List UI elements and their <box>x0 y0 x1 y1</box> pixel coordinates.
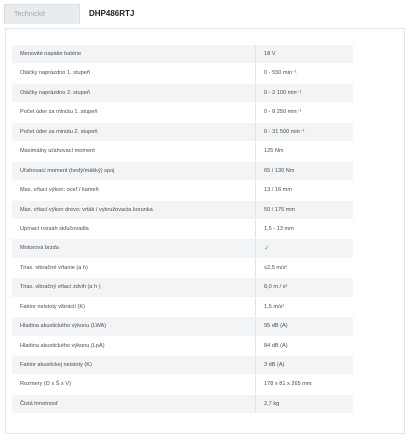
column-divider <box>255 162 256 180</box>
spec-label: Počet úder za minútu 2. stupeň <box>20 128 98 135</box>
spec-row <box>12 395 353 414</box>
spec-row <box>12 298 353 317</box>
spec-label: Faktor neistoty vibrácií (K) <box>20 303 85 310</box>
column-divider <box>255 181 256 199</box>
spec-label: Maximálny uťahovací moment <box>20 148 95 155</box>
spec-label: Rozmery (D x Š x V) <box>20 381 71 388</box>
spec-value: 1,5 - 13 mm <box>264 225 294 232</box>
tab-dhp486rtj[interactable]: DHP486RTJ <box>89 9 135 18</box>
spec-value: ≤2,5 m/s² <box>264 264 288 271</box>
column-divider <box>255 337 256 355</box>
spec-value: 0 - 31 500 min⁻¹ <box>264 128 305 135</box>
column-divider <box>255 317 256 335</box>
spec-row <box>12 64 353 83</box>
spec-label: Faktor akustickej neistoty (K) <box>20 362 92 368</box>
spec-row <box>12 220 353 239</box>
spec-value: 18 V <box>264 51 276 57</box>
spec-row <box>12 278 353 297</box>
spec-row <box>12 356 353 375</box>
column-divider <box>255 123 256 141</box>
spec-label: Motorová brzda <box>20 245 59 252</box>
spec-row <box>12 123 353 142</box>
column-divider <box>255 259 256 277</box>
column-divider <box>255 278 256 296</box>
spec-value: 1,5 m/s² <box>264 303 285 310</box>
column-divider <box>255 395 256 413</box>
spec-row <box>12 201 353 220</box>
spec-label: Triax. vibračný vŕtací zdvih (a h ) <box>20 284 101 291</box>
spec-row <box>12 103 353 122</box>
spec-row <box>12 375 353 394</box>
spec-value: 50 / 176 mm <box>264 206 296 213</box>
spec-label: Max. vŕtací výkon: oceľ / kameň <box>20 187 99 194</box>
spec-value: 84 dB (A) <box>264 342 288 349</box>
spec-label: Počet úder za minútu 1. stupeň <box>20 109 98 116</box>
spec-label: Upínací rozsah skľučovadla <box>20 225 89 232</box>
spec-value: 178 x 81 x 265 mm <box>264 381 312 388</box>
column-divider <box>255 64 256 82</box>
spec-row <box>12 162 353 181</box>
column-divider <box>255 220 256 238</box>
column-divider <box>255 239 256 257</box>
spec-row <box>12 317 353 336</box>
spec-label: Otáčky naprázdno 2. stupeň <box>20 89 90 96</box>
spec-label: Hladina akustického výkonu (LWA) <box>20 323 107 330</box>
spec-value: 13 / 16 mm <box>264 187 292 194</box>
spec-value: 0 - 8 250 min⁻¹ <box>264 109 302 116</box>
spec-row <box>12 337 353 356</box>
spec-value: 65 / 130 Nm <box>264 167 295 174</box>
spec-row <box>12 84 353 103</box>
spec-value: 3 dB (A) <box>264 362 285 368</box>
spec-label: Menovité napätie batérie <box>20 51 82 57</box>
spec-row <box>12 239 353 258</box>
spec-label: Čistá hmotnosť <box>20 400 58 407</box>
column-divider <box>255 84 256 102</box>
column-divider <box>255 45 256 63</box>
column-divider <box>255 356 256 374</box>
spec-row <box>12 181 353 200</box>
column-divider <box>255 375 256 393</box>
spec-table <box>12 45 353 414</box>
spec-label: Otáčky naprázdno 1. stupeň <box>20 70 90 77</box>
check-icon: ✓ <box>264 245 270 253</box>
spec-label: Triax. vibračné vŕtanie (a h) <box>20 264 88 271</box>
spec-row <box>12 142 353 161</box>
spec-value: 125 Nm <box>264 148 284 155</box>
spec-row <box>12 259 353 278</box>
spec-value: 0 - 2 100 min⁻¹ <box>264 89 302 96</box>
spec-value: 8,0 m / s² <box>264 284 288 291</box>
spec-value: 2,7 kg <box>264 400 280 407</box>
column-divider <box>255 201 256 219</box>
spec-label: Hladina akustického výkonu (LpA) <box>20 342 105 349</box>
spec-label: Uťahovací moment (tvrdý/mäkký) spoj <box>20 167 115 174</box>
spec-value: 0 - 550 min⁻¹ <box>264 70 297 77</box>
tab-technical-parameters[interactable]: Technické <box>4 4 80 24</box>
spec-value: 95 dB (A) <box>264 323 288 330</box>
column-divider <box>255 298 256 316</box>
column-divider <box>255 103 256 121</box>
spec-row <box>12 45 353 64</box>
tab-bar <box>0 0 410 28</box>
spec-label: Max. vŕtací výkon drevo: vrták / vykružovacia korunka <box>20 206 153 213</box>
column-divider <box>255 142 256 160</box>
